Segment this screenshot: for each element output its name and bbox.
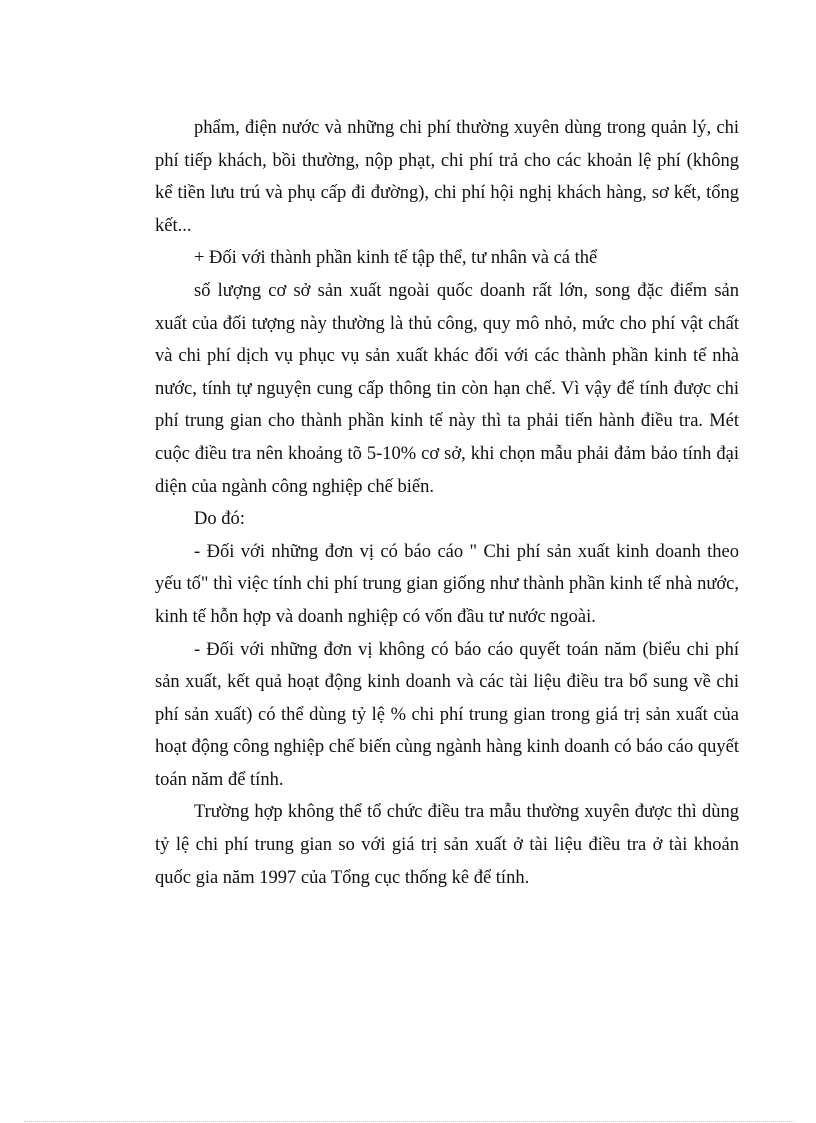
paragraph-units-with-report: - Đối với những đơn vị có báo cáo " Chi phí sản xuất kinh doanh theo yếu tố" thì việc tính chi phí trung gian giống như thành phần kinh tế nhà nước, kinh tế hỗn hợp và doanh nghiệp có vốn đầu tư nước ngoài. (155, 541, 739, 627)
page-bottom-divider (24, 1121, 794, 1122)
paragraph-costs-list: phẩm, điện nước và những chi phí thường xuyên dùng trong quản lý, chi phí tiếp khách, bồi thường, nộp phạt, chi phí trả cho các khoản lệ phí (không kể tiền lưu trú và phụ cấp đi đường), chi phí hội nghị khách hàng, sơ kết, tổng kết... (155, 118, 739, 236)
paragraph-no-survey-case: Trường hợp không thể tổ chức điều tra mẫu thường xuyên được thì dùng tỷ lệ chi phí trung gian so với giá trị sản xuất ở tài liệu điều tra ở tài khoản quốc gia năm 1997 của Tổng cục thống kê để tính. (155, 802, 739, 888)
paragraph-therefore: Do đó: (194, 509, 245, 530)
paragraph-collective-sector-heading: + Đối với thành phần kinh tế tập thể, tư nhân và cá thể (194, 248, 598, 269)
paragraph-units-without-report: - Đối với những đơn vị không có báo cáo quyết toán năm (biểu chi phí sản xuất, kết quả hoạt động kinh doanh và các tài liệu điều tra bổ sung về chi phí sản xuất) có thể dùng tỷ lệ % chi phí trung gian trong giá trị sản xuất của hoạt động công nghiệp chế biến cùng ngành hàng kinh doanh có báo cáo quyết toán năm để tính. (155, 639, 739, 790)
document-body (155, 112, 739, 894)
paragraph-non-state-establishments: số lượng cơ sở sản xuất ngoài quốc doanh rất lớn, song đặc điểm sản xuất của đối tượng này thường là thủ công, quy mô nhỏ, mức cho phí vật chất và chi phí dịch vụ phục vụ sản xuất khác đối với các thành phần kinh tế nhà nước, tính tự nguyện cung cấp thông tin còn hạn chế. Vì vậy để tính được chi phí trung gian cho thành phần kinh tế này thì ta phải tiến hành điều tra. Mét cuộc điều tra nên khoảng tõ 5-10% cơ sở, khi chọn mẫu phải đảm bảo tính đại diện của ngành công nghiệp chế biến. (155, 280, 739, 497)
